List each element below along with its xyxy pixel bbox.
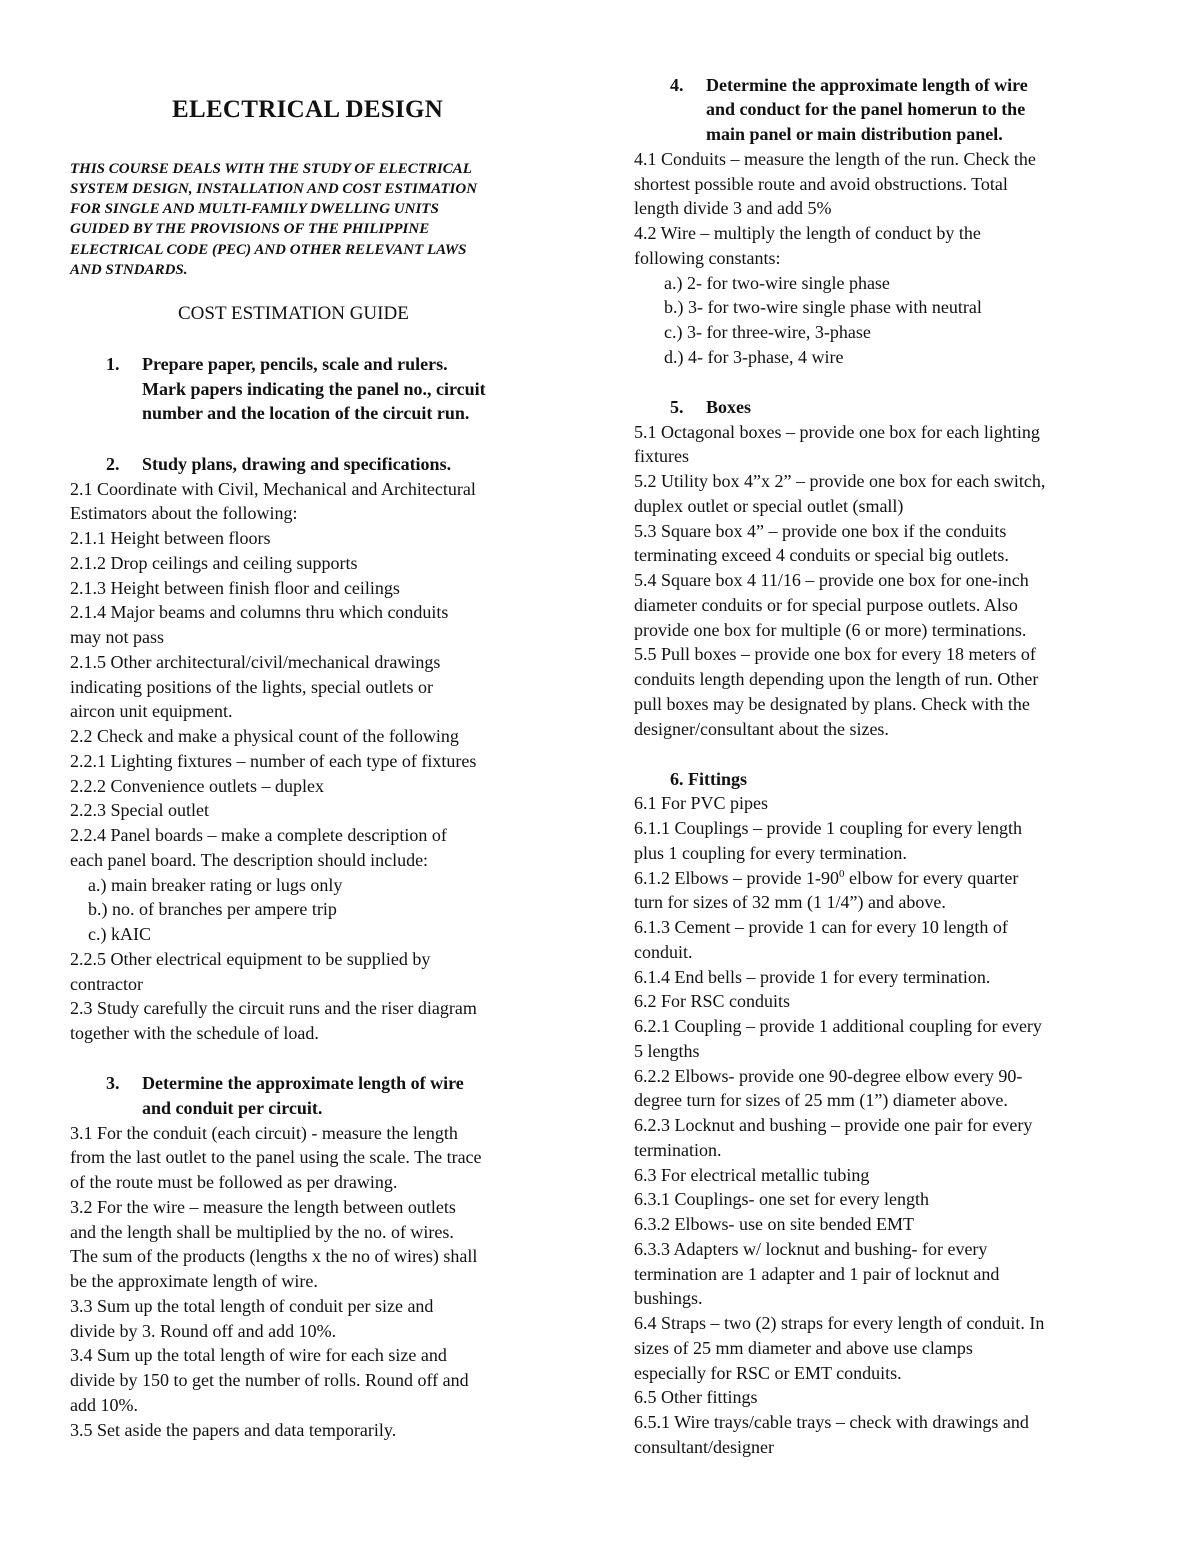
body-line: 3.1 For the conduit (each circuit) - measure the length <box>70 1123 458 1143</box>
body-line: each panel board. The description should include: <box>70 850 429 870</box>
intro-line: FOR SINGLE AND MULTI-FAMILY DWELLING UNITS <box>70 201 439 217</box>
body-line: and the length shall be multiplied by the no. of wires. <box>70 1222 454 1242</box>
step-heading: 6. Fittings <box>670 769 748 789</box>
body-line: fixtures <box>634 446 689 466</box>
body-line: a.) 2- for two-wire single phase <box>664 273 890 293</box>
body-line: 6.1.1 Couplings – provide 1 coupling for every length <box>634 818 1022 838</box>
body-line: contractor <box>70 974 143 994</box>
body-line: following constants: <box>634 248 781 268</box>
body-line: 6.2.1 Coupling – provide 1 additional coupling for every <box>634 1016 1042 1036</box>
step-heading-line: Study plans, drawing and specifications. <box>142 454 452 474</box>
step-heading <box>670 73 1028 98</box>
body-line: diameter conduits or for special purpose outlets. Also <box>634 595 1018 615</box>
body-line: together with the schedule of load. <box>70 1023 319 1043</box>
body-line: 3.3 Sum up the total length of conduit per size and <box>70 1296 434 1316</box>
body-line: duplex outlet or special outlet (small) <box>634 496 904 516</box>
body-line: Estimators about the following: <box>70 503 298 523</box>
body-line: 2.3 Study carefully the circuit runs and the riser diagram <box>70 998 477 1018</box>
body-line: conduits length depending upon the length of run. Other <box>634 669 1039 689</box>
body-line: d.) 4- for 3-phase, 4 wire <box>664 347 844 367</box>
intro-line: GUIDED BY THE PROVISIONS OF THE PHILIPPINE <box>70 221 430 237</box>
body-line: terminating exceed 4 conduits or special big outlets. <box>634 545 1009 565</box>
body-line: aircon unit equipment. <box>70 701 233 721</box>
body-line: shortest possible route and avoid obstructions. Total <box>634 174 1008 194</box>
body-line: degree turn for sizes of 25 mm (1”) diameter above. <box>634 1090 1008 1110</box>
body-line: 2.1.3 Height between finish floor and ceilings <box>70 578 400 598</box>
document-title: ELECTRICAL DESIGN <box>172 96 444 123</box>
step-number: 3. <box>106 1073 120 1093</box>
step-heading-line: Determine the approximate length of wire <box>706 75 1028 95</box>
intro-line: SYSTEM DESIGN, INSTALLATION AND COST ESTIMATION <box>70 181 478 197</box>
step-heading-line: and conduct for the panel homerun to the <box>706 99 1026 119</box>
body-line: 6.3.1 Couplings- one set for every length <box>634 1189 929 1209</box>
body-line: 6.3 For electrical metallic tubing <box>634 1165 870 1185</box>
body-line: 6.2 For RSC conduits <box>634 991 791 1011</box>
body-line: b.) 3- for two-wire single phase with neutral <box>664 297 982 317</box>
body-line: 5.1 Octagonal boxes – provide one box for each lighting <box>634 422 1040 442</box>
body-line: c.) kAIC <box>88 924 151 944</box>
intro-line: AND STNDARDS. <box>70 262 188 278</box>
step-heading-line: Boxes <box>706 397 751 417</box>
body-line: conduit. <box>634 942 693 962</box>
step-number: 5. <box>670 397 684 417</box>
body-line: pull boxes may be designated by plans. Check with the <box>634 694 1030 714</box>
body-line: 4.2 Wire – multiply the length of conduct by the <box>634 223 981 243</box>
intro-line: ELECTRICAL CODE (PEC) AND OTHER RELEVANT LAWS <box>70 242 467 258</box>
body-line: 2.2.1 Lighting fixtures – number of each type of fixtures <box>70 751 477 771</box>
body-line: 5.3 Square box 4” – provide one box if the conduits <box>634 521 1007 541</box>
body-line: 5.4 Square box 4 11/16 – provide one box for one-inch <box>634 570 1029 590</box>
body-line: bushings. <box>634 1288 703 1308</box>
step-heading-line: Prepare paper, pencils, scale and rulers. <box>142 354 448 374</box>
body-line: sizes of 25 mm diameter and above use clamps <box>634 1338 973 1358</box>
body-line: from the last outlet to the panel using the scale. The trace <box>70 1147 482 1167</box>
body-line: may not pass <box>70 627 164 647</box>
body-line: 5.2 Utility box 4”x 2” – provide one box for each switch, <box>634 471 1046 491</box>
body-line: 6.4 Straps – two (2) straps for every length of conduit. In <box>634 1313 1045 1333</box>
body-line: 4.1 Conduits – measure the length of the run. Check the <box>634 149 1036 169</box>
step-heading <box>106 1071 464 1096</box>
step-heading <box>106 452 451 477</box>
body-line: provide one box for multiple (6 or more) terminations. <box>634 620 1027 640</box>
body-line: 3.5 Set aside the papers and data temporarily. <box>70 1420 397 1440</box>
body-line: length divide 3 and add 5% <box>634 198 832 218</box>
body-line: 5.5 Pull boxes – provide one box for every 18 meters of <box>634 644 1036 664</box>
body-line: 2.1.2 Drop ceilings and ceiling supports <box>70 553 358 573</box>
body-line: 6.3.2 Elbows- use on site bended EMT <box>634 1214 914 1234</box>
body-line: 6.1.3 Cement – provide 1 can for every 10 length of <box>634 917 1008 937</box>
step-number: 2. <box>106 454 120 474</box>
body-line: 2.2.2 Convenience outlets – duplex <box>70 776 324 796</box>
step-number: 4. <box>670 75 684 95</box>
intro-line: THIS COURSE DEALS WITH THE STUDY OF ELECTRICAL <box>70 161 472 177</box>
step-number: 1. <box>106 354 120 374</box>
body-line: 6.2.2 Elbows- provide one 90-degree elbow every 90- <box>634 1066 1023 1086</box>
body-line: 6.1.4 End bells – provide 1 for every termination. <box>634 967 991 987</box>
body-line: plus 1 coupling for every termination. <box>634 843 907 863</box>
body-line: termination. <box>634 1140 722 1160</box>
degree-superscript: 0 <box>838 868 845 880</box>
body-line: c.) 3- for three-wire, 3-phase <box>664 322 871 342</box>
body-line: 5 lengths <box>634 1041 700 1061</box>
step-heading-line: Mark papers indicating the panel no., circuit <box>142 379 486 399</box>
body-line: 6.5 Other fittings <box>634 1387 758 1407</box>
body-line: 2.1.5 Other architectural/civil/mechanical drawings <box>70 652 441 672</box>
body-line: 2.2.3 Special outlet <box>70 800 209 820</box>
body-line: 2.1.1 Height between floors <box>70 528 271 548</box>
body-line: 6.2.3 Locknut and bushing – provide one pair for every <box>634 1115 1033 1135</box>
body-line: 6.5.1 Wire trays/cable trays – check with drawings and <box>634 1412 1029 1432</box>
body-line: 6.3.3 Adapters w/ locknut and bushing- for every <box>634 1239 988 1259</box>
body-line: b.) no. of branches per ampere trip <box>88 899 337 919</box>
step-heading <box>106 352 448 377</box>
body-line: divide by 3. Round off and add 10%. <box>70 1321 337 1341</box>
body-line: especially for RSC or EMT conduits. <box>634 1363 902 1383</box>
body-line: 2.2 Check and make a physical count of the following <box>70 726 459 746</box>
body-line: add 10%. <box>70 1395 138 1415</box>
body-line: 3.2 For the wire – measure the length between outlets <box>70 1197 456 1217</box>
step-heading-line: main panel or main distribution panel. <box>706 124 1003 144</box>
step-heading <box>670 395 751 420</box>
body-line: of the route must be followed as per drawing. <box>70 1172 398 1192</box>
body-text: 6.1.2 Elbows – provide 1-90 <box>634 868 839 888</box>
body-line: 3.4 Sum up the total length of wire for each size and <box>70 1345 447 1365</box>
body-line: 2.2.4 Panel boards – make a complete description of <box>70 825 447 845</box>
body-line: divide by 150 to get the number of rolls. Round off and <box>70 1370 469 1390</box>
body-line: indicating positions of the lights, special outlets or <box>70 677 433 697</box>
body-line: The sum of the products (lengths x the no of wires) shall <box>70 1246 478 1266</box>
body-line: 2.2.5 Other electrical equipment to be supplied by <box>70 949 431 969</box>
section-subtitle: COST ESTIMATION GUIDE <box>178 303 409 324</box>
body-text: elbow for every quarter <box>844 868 1019 888</box>
body-line <box>634 866 1018 891</box>
body-line: 2.1 Coordinate with Civil, Mechanical and Architectural <box>70 479 476 499</box>
step-heading-line: Determine the approximate length of wire <box>142 1073 464 1093</box>
body-line: a.) main breaker rating or lugs only <box>88 875 343 895</box>
body-line: turn for sizes of 32 mm (1 1/4”) and above. <box>634 892 946 912</box>
body-line: 2.1.4 Major beams and columns thru which conduits <box>70 602 449 622</box>
step-heading-line: number and the location of the circuit run. <box>142 403 470 423</box>
body-line: termination are 1 adapter and 1 pair of locknut and <box>634 1264 1000 1284</box>
body-line: be the approximate length of wire. <box>70 1271 318 1291</box>
body-line: designer/consultant about the sizes. <box>634 719 889 739</box>
body-line: 6.1 For PVC pipes <box>634 793 769 813</box>
step-heading-line: and conduit per circuit. <box>142 1098 323 1118</box>
body-line: consultant/designer <box>634 1437 774 1457</box>
